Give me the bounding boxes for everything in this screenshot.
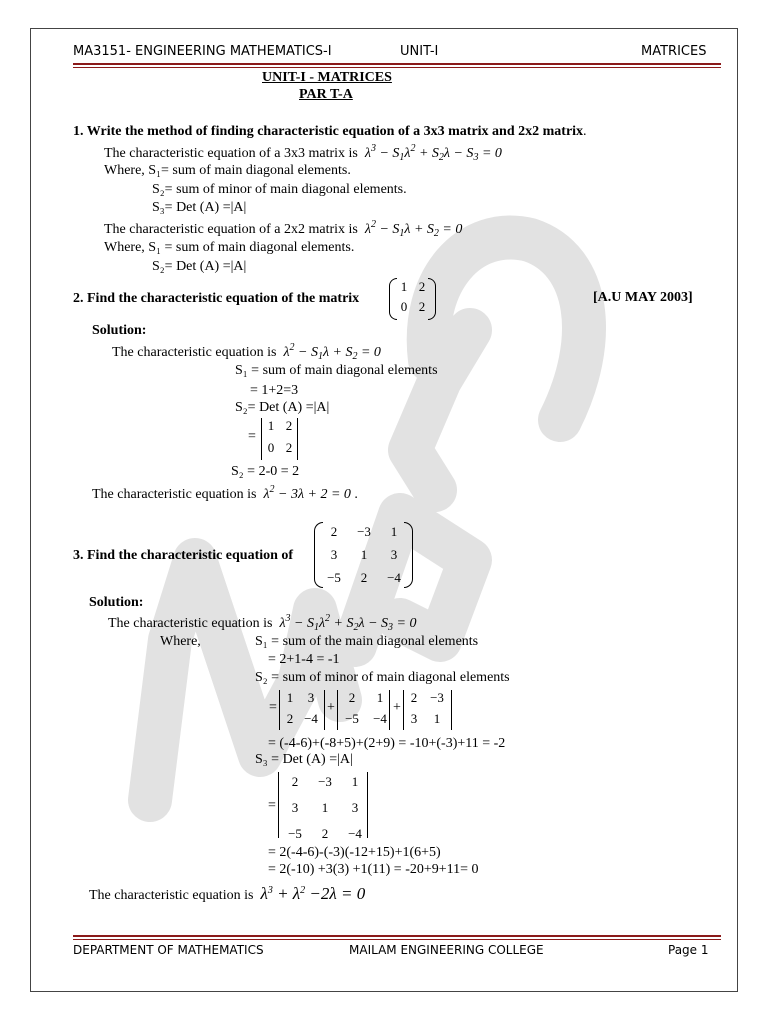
q3-det-value: = 2(-10) +3(3) +1(11) = -20+9+11= 0 (268, 862, 479, 877)
q3-det-bar-left (278, 772, 279, 838)
q2-question: 2. Find the characteristic equation of the matrix (73, 291, 360, 306)
q3-char-eq-line: The characteristic equation is $\lambda^3 - S_1\lambda^2 + S_2\lambda - S_3 = 0$ (108, 613, 417, 633)
q3-s1-value: = 2+1-4 = -1 (268, 652, 340, 667)
q1-eq-2x2: $\lambda^2 - S_1\lambda + S_2 = 0$ (364, 219, 463, 239)
q2-matrix-paren-right (428, 278, 436, 320)
q1-question: 1. Write the method of finding characteristic equation of a 3x3 matrix and 2x2 matrix. (73, 124, 587, 139)
header-rule (73, 63, 721, 65)
q2-exam-ref: [A.U MAY 2003] (593, 290, 693, 305)
q3-minor3-bar-left (403, 690, 404, 730)
q2-s2-value: S₂ = 2-0 = 2 (231, 464, 300, 479)
q2-det-bar-right (297, 418, 298, 460)
q1-where-s1: Where, S₁= sum of main diagonal elements. (104, 163, 351, 178)
header-rule-thin (73, 67, 721, 68)
q3-final-eq: $\lambda^3 + \lambda^2 -2\lambda = 0$ (260, 884, 366, 903)
q2-s1: S₁ = sum of main diagonal elements (235, 363, 438, 378)
q3-minor3: 2 −3 3 1 (410, 690, 444, 726)
header-topic: MATRICES (641, 44, 707, 59)
q3-final-line: The characteristic equation is $\lambda^3 + \lambda^2 -2\lambda = 0$ (89, 884, 366, 903)
footer-rule (73, 935, 721, 937)
footer-department: DEPARTMENT OF MATHEMATICS (73, 943, 264, 957)
q2-det-matrix: 1 2 0 2 (267, 418, 293, 455)
q3-solution-label: Solution: (89, 595, 144, 610)
q3-det-matrix: 2 −3 1 3 1 3 −5 2 −4 (288, 774, 362, 841)
q2-s2: S₂= Det (A) =|A| (235, 400, 330, 415)
q1-s2-2x2: S₂= Det (A) =|A| (152, 259, 247, 274)
q3-minor2: 2 1 −5 −4 (345, 690, 387, 726)
footer-rule-thin (73, 939, 721, 940)
q2-s2-eq: = (248, 429, 256, 444)
q1-line-2x2: The characteristic equation of a 2x2 matrix is $\lambda^2 - S_1\lambda + S_2 = 0$ (104, 219, 463, 239)
q3-minor2-bar-right (389, 690, 390, 730)
q3-s2: S₂ = sum of minor of main diagonal elements (255, 670, 510, 685)
q2-s1-value: = 1+2=3 (250, 383, 299, 398)
q3-minor1-bar-right (324, 690, 325, 730)
q3-matrix-paren-right (404, 522, 413, 588)
q3-where: Where, (160, 634, 201, 649)
q2-final-line: The characteristic equation is $\lambda^2 - 3\lambda + 2 = 0$ . (92, 484, 358, 502)
q2-solution-label: Solution: (92, 323, 147, 338)
q1-where-s1-2x2: Where, S₁ = sum of main diagonal elements. (104, 240, 355, 255)
part-title: PAR T-A (299, 87, 353, 102)
q3-det-expansion: = 2(-4-6)-(-3)(-12+15)+1(6+5) (268, 845, 441, 860)
q1-line-3x3: The characteristic equation of a 3x3 matrix is $\lambda^3 - S_1\lambda^2 + S_2\lambda - S_3 = 0$ (104, 143, 502, 163)
q3-minor1-bar-left (279, 690, 280, 730)
q2-final-eq: $\lambda^2 - 3\lambda + 2 = 0$ (263, 484, 351, 502)
q3-s2-value: = (-4-6)+(-8+5)+(2+9) = -10+(-3)+11 = -2 (268, 736, 506, 751)
q2-char-eq-line: The characteristic equation is $\lambda^2 - S_1\lambda + S_2 = 0$ (112, 342, 381, 362)
header-unit: UNIT-I (400, 44, 439, 59)
q3-det-bar-right (367, 772, 368, 838)
q3-minor3-bar-right (451, 690, 452, 730)
q3-s3: S₃ = Det (A) =|A| (255, 752, 353, 767)
q3-matrix: 2 −3 1 3 1 3 −5 2 −4 (327, 524, 401, 585)
footer-page-number: Page 1 (668, 943, 709, 957)
q3-s1: S₁ = sum of the main diagonal elements (255, 634, 479, 649)
q1-s3: S₃= Det (A) =|A| (152, 200, 247, 215)
footer-college: MAILAM ENGINEERING COLLEGE (349, 943, 544, 957)
q3-minor1: 1 3 2 −4 (286, 690, 318, 726)
q2-matrix: 1 2 0 2 (400, 279, 426, 314)
q1-eq-3x3: $\lambda^3 - S_1\lambda^2 + S_2\lambda - S_3 = 0$ (364, 143, 502, 163)
unit-title: UNIT-I - MATRICES (262, 70, 392, 85)
q1-s2: S₂= sum of minor of main diagonal elements. (152, 182, 407, 197)
header-course: MA3151- ENGINEERING MATHEMATICS-I (73, 44, 332, 59)
q3-question: 3. Find the characteristic equation of (73, 548, 294, 563)
q3-minor2-bar-left (337, 690, 338, 730)
